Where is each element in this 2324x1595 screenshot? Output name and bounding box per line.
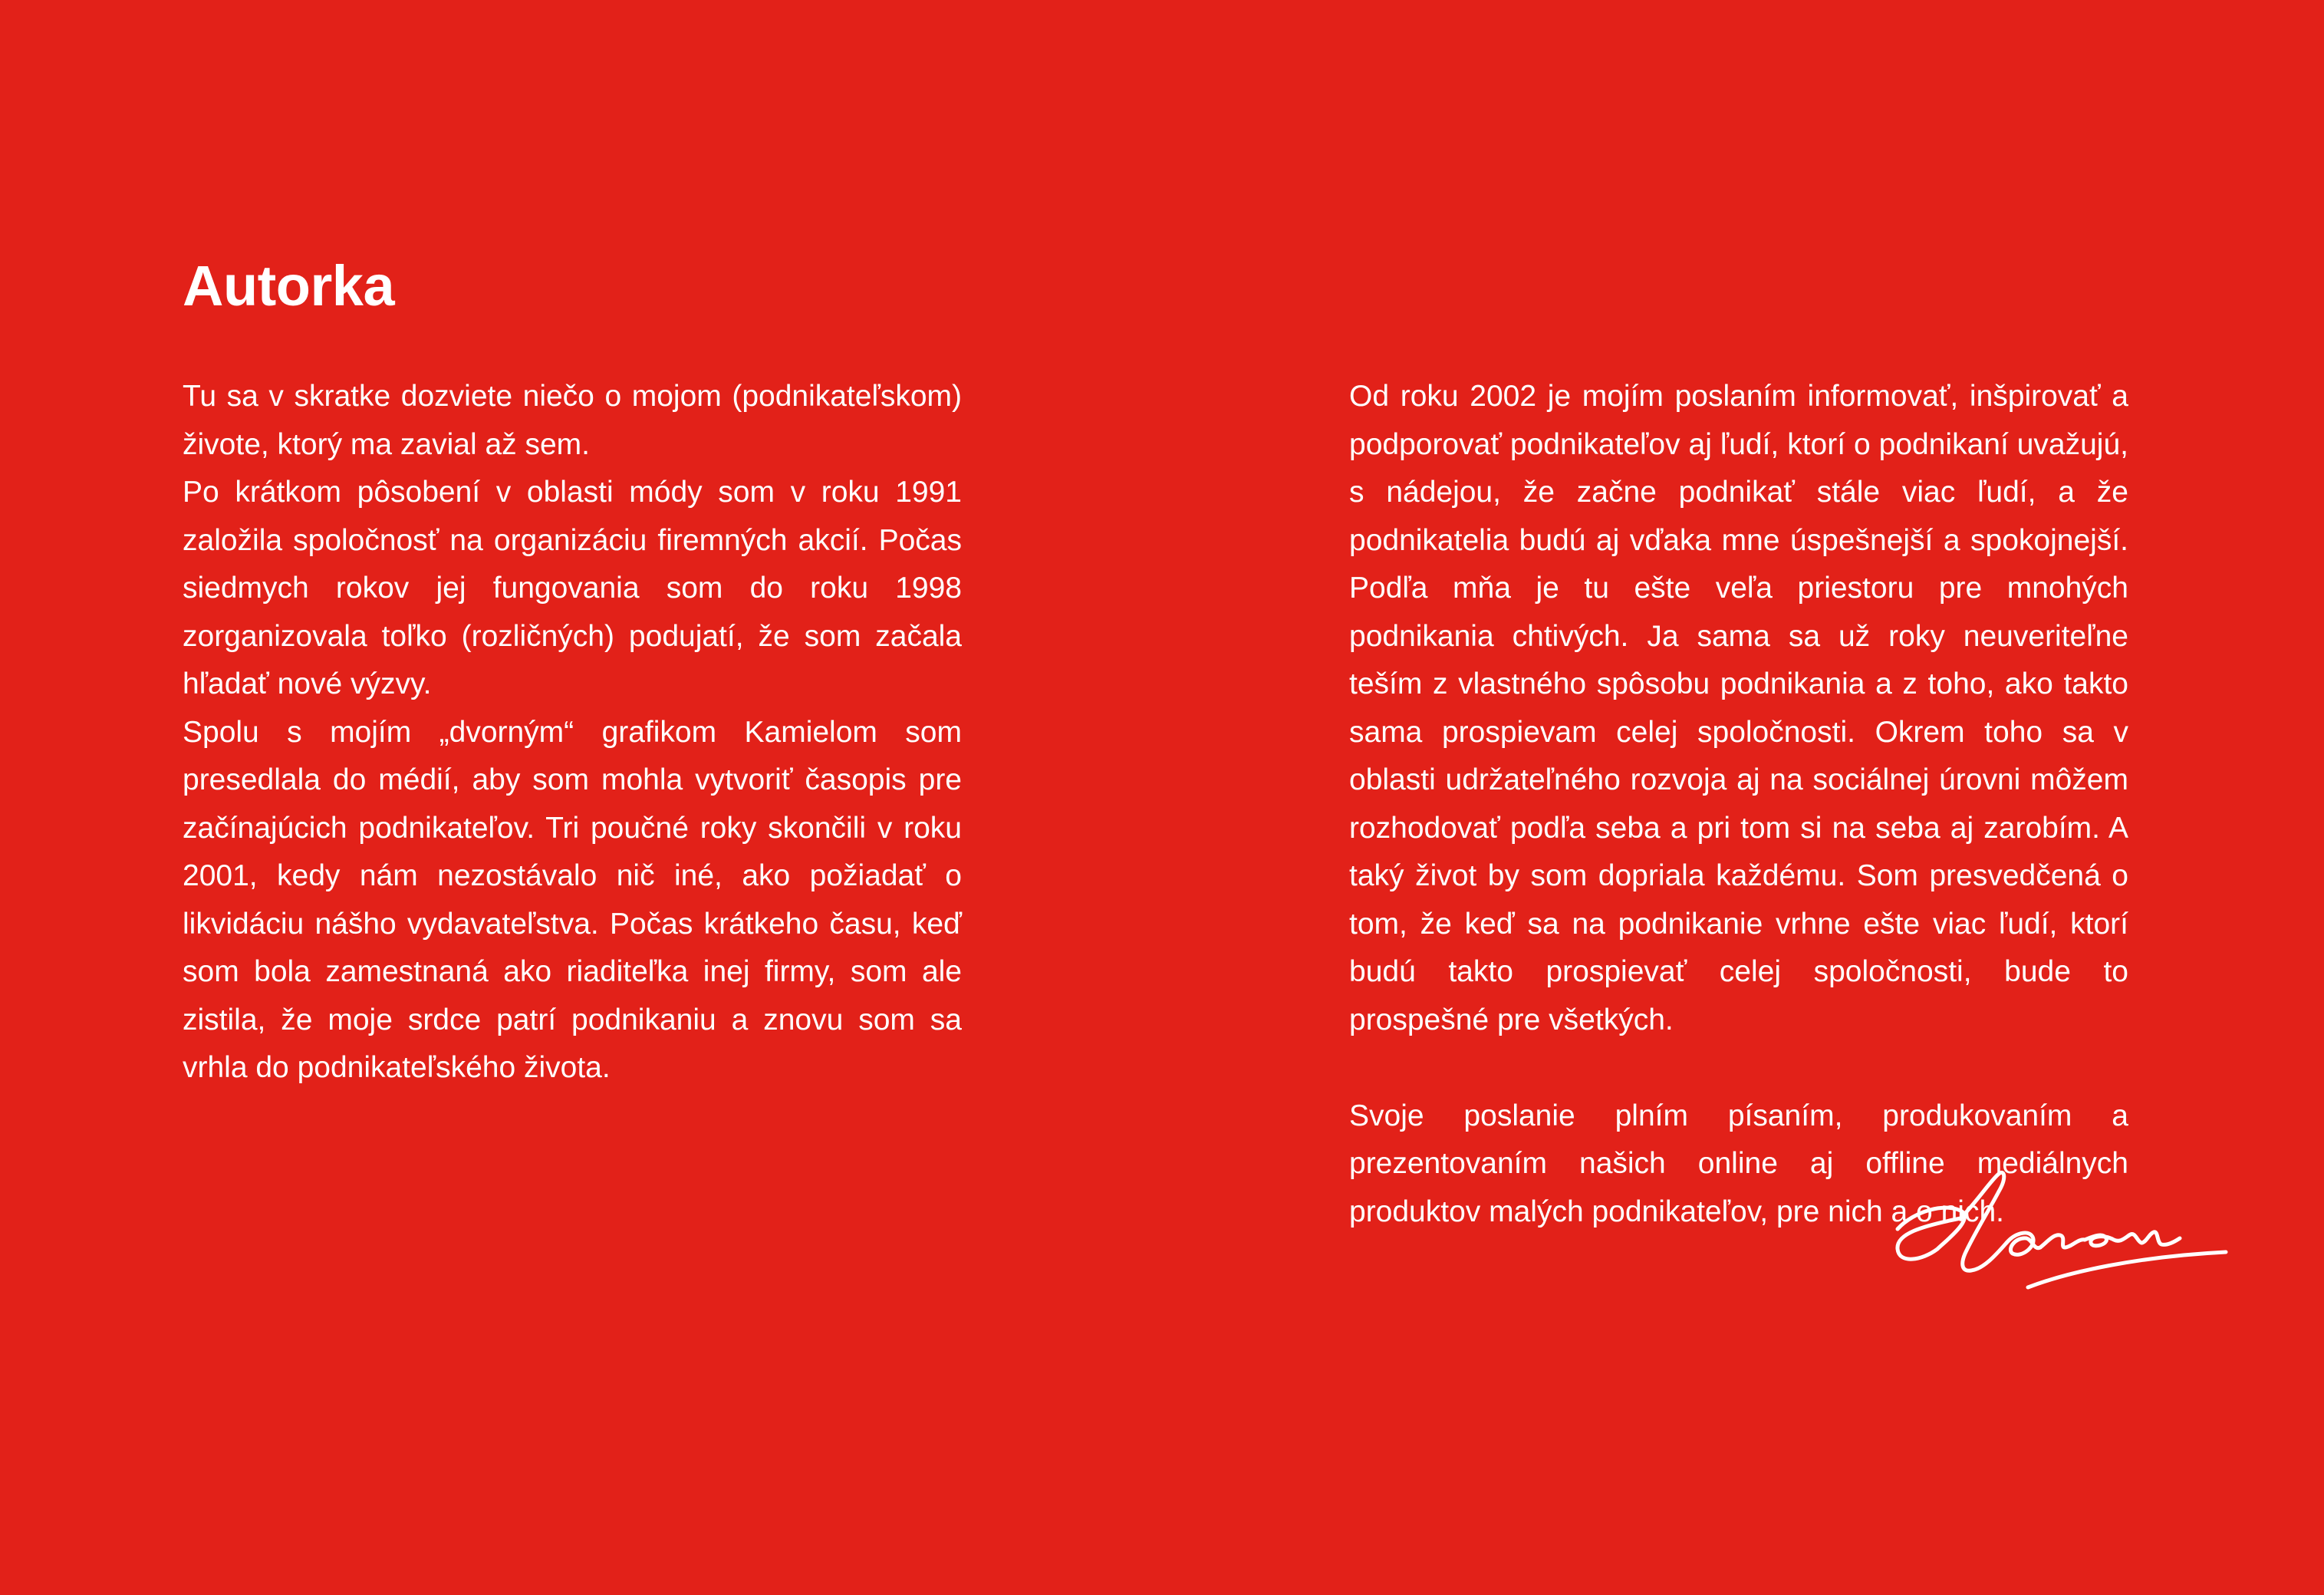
right-paragraph-1: Od roku 2002 je mojím poslaním informovať, inšpirovať a podporovať podnikateľov aj ľudí, ktorí o podnikaní uvažujú, s nádejou, že začne podnikať stále viac ľudí, a že podnikatelia budú aj vďaka mne úspešnejší a spokojnejší. Podľa mňa je tu ešte veľa priestoru pre mnohých podnikania chtivých. Ja sama sa už roky neuveriteľne teším z vlastného spôsobu podnikania a z toho, ako takto sama prospievam celej spoločnosti. Okrem toho sa v oblasti udržateľného rozvoja aj na sociálnej úrovni môžem rozhodovať podľa seba a pri tom si na seba aj zarobím. A taký život by som dopriala každému. Som presvedčená o tom, že keď sa na podnikanie vrhne ešte viac ľudí, ktorí budú takto prospievať celej spoločnosti, bude to prospešné pre všetkých. [1349, 380, 2128, 1036]
right-column [1349, 373, 2128, 1236]
intro-text: Tu sa v skratke dozviete niečo o mojom (podnikateľskom) živote, ktorý ma zavial až sem. [183, 380, 962, 461]
page-title: Autorka [183, 254, 395, 318]
left-paragraph-1: Po krátkom pôsobení v oblasti módy som v roku 1991 založila spoločnosť na organizáciu firemných akcií. Počas siedmych rokov jej fungovania som do roku 1998 zorganizovala toľko (rozličných) podujatí, že som začala hľadať nové výzvy. [183, 476, 962, 700]
right-paragraph-2: Svoje poslanie plním písaním, produkovaním a prezentovaním našich online aj offline mediálnych produktov malých podnikateľov, pre nich a o nich. [1349, 1099, 2128, 1228]
handwritten-signature [1891, 1157, 2229, 1303]
left-column [183, 373, 962, 1092]
left-paragraph-2: Spolu s mojím „dvorným“ grafikom Kamielom som presedlala do médií, aby som mohla vytvoriť časopis pre začínajúcich podnikateľov. Tri poučné roky skončili v roku 2001, kedy nám nezostávalo nič iné, ako požiadať o likvidáciu nášho vydavateľstva. Počas krátkeho času, keď som bola zamestnaná ako riaditeľka inej firmy, som ale zistila, že moje srdce patrí podnikaniu a znovu som sa vrhla do podnikateľského života. [183, 715, 962, 1084]
